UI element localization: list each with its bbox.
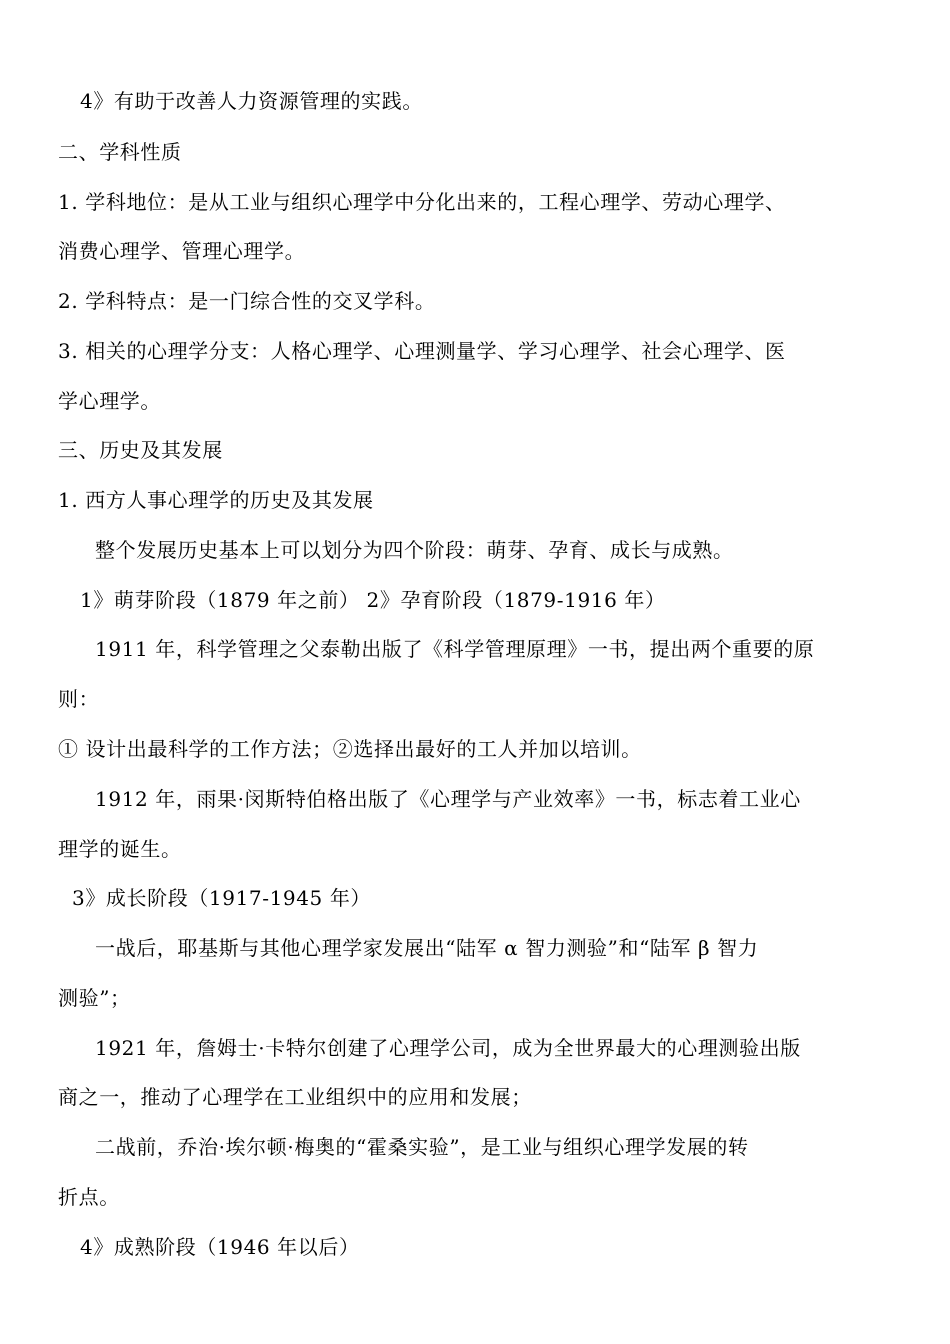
text-line: 折点。 xyxy=(58,1185,120,1209)
text-line: ① 设计出最科学的工作方法；②选择出最好的工人并加以培训。 xyxy=(58,737,642,761)
text-line: 1911 年，科学管理之父泰勒出版了《科学管理原理》一书，提出两个重要的原 xyxy=(95,637,815,661)
text-line: 二战前，乔治·埃尔顿·梅奥的“霍桑实验”，是工业与组织心理学发展的转 xyxy=(95,1135,749,1159)
text-line: 理学的诞生。 xyxy=(58,837,182,861)
section-heading: 三、历史及其发展 xyxy=(58,438,223,462)
text-line: 测验”； xyxy=(58,986,131,1010)
text-line: 一战后，耶基斯与其他心理学家发展出“陆军 α 智力测验”和“陆军 β 智力 xyxy=(95,936,759,960)
text-line: 消费心理学、管理心理学。 xyxy=(58,239,306,263)
text-line: 1921 年，詹姆士·卡特尔创建了心理学公司，成为全世界最大的心理测验出版 xyxy=(95,1036,801,1060)
text-line: 3. 相关的心理学分支：人格心理学、心理测量学、学习心理学、社会心理学、医 xyxy=(58,339,786,363)
text-line: 2. 学科特点：是一门综合性的交叉学科。 xyxy=(58,289,436,313)
text-line: 3》成长阶段（1917-1945 年） xyxy=(72,886,372,910)
text-line: 1. 学科地位：是从工业与组织心理学中分化出来的，工程心理学、劳动心理学、 xyxy=(58,190,786,214)
text-line: 4》有助于改善人力资源管理的实践。 xyxy=(80,89,423,113)
text-line: 4》成熟阶段（1946 年以后） xyxy=(80,1235,360,1259)
subsection-heading: 1. 西方人事心理学的历史及其发展 xyxy=(58,488,374,512)
text-line: 整个发展历史基本上可以划分为四个阶段：萌芽、孕育、成长与成熟。 xyxy=(95,538,734,562)
text-line: 1》萌芽阶段（1879 年之前） 2》孕育阶段（1879-1916 年） xyxy=(80,588,666,612)
text-line: 1912 年，雨果·闵斯特伯格出版了《心理学与产业效率》一书，标志着工业心 xyxy=(95,787,801,811)
text-line: 商之一，推动了心理学在工业组织中的应用和发展； xyxy=(58,1085,532,1109)
text-line: 则： xyxy=(58,687,100,711)
text-line: 学心理学。 xyxy=(58,389,161,413)
section-heading: 二、学科性质 xyxy=(58,140,182,164)
